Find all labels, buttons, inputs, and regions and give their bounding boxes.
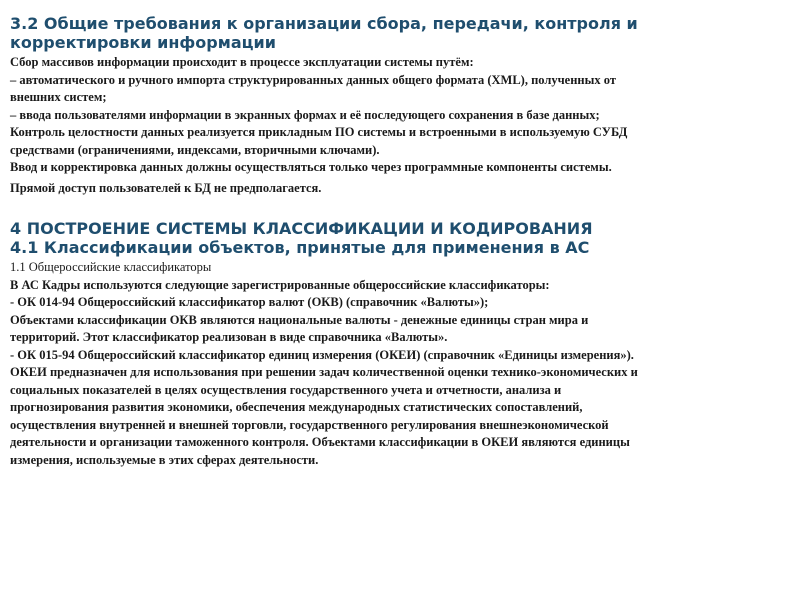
- section-3-2: [10, 14, 792, 197]
- text-line: Сбор массивов информации происходит в процессе эксплуатации системы путём:: [10, 55, 474, 69]
- subsection-label: 1.1 Общероссийские классификаторы: [10, 260, 212, 274]
- section-3-2-title-line1: 3.2 Общие требования к организации сбора, передачи, контроля и: [10, 14, 638, 33]
- text-line: Объектами классификации ОКВ являются национальные валюты - денежные единицы стран мира и: [10, 312, 589, 327]
- text-line: деятельности и организации таможенного контроля. Объектами классификации в ОКЕИ являются единицы: [10, 435, 630, 449]
- text-line: внешних систем;: [10, 90, 107, 104]
- text-line: измерения, используемые в этих сферах деятельности.: [10, 452, 319, 467]
- text-line: осуществления внутренней и внешней торговли, государственного регулирования внешнеэкономической: [10, 417, 609, 432]
- text-line: средствами (ограничениями, индексами, вторичными ключами).: [10, 142, 380, 157]
- section-4-1-subtitle: 4.1 Классификации объектов, принятые для применения в АС: [10, 238, 590, 257]
- section-4-title: 4 ПОСТРОЕНИЕ СИСТЕМЫ КЛАССИФИКАЦИИ И КОДИРОВАНИЯ: [10, 219, 593, 238]
- text-line: – ввода пользователями информации в экранных формах и её последующего сохранения в базе данных;: [10, 107, 600, 122]
- text-line: Контроль целостности данных реализуется прикладным ПО системы и встроенными в используемую СУБД: [10, 125, 628, 139]
- text-line: Ввод и корректировка данных должны осуществляться только через программные компоненты системы.: [10, 160, 612, 174]
- section-4: [10, 219, 792, 469]
- text-line: ОКЕИ предназначен для использования при решении задач количественной оценки технико-экономических и: [10, 365, 638, 379]
- section-3-2-title-line2: корректировки информации: [10, 33, 276, 52]
- text-line: прогнозирования развития экономики, обеспечения международных статистических сопоставлений,: [10, 400, 583, 414]
- text-line: Прямой доступ пользователей к БД не предполагается.: [10, 180, 322, 195]
- text-line: В АС Кадры используются следующие зарегистрированные общероссийские классификаторы:: [10, 277, 550, 292]
- document-page: [10, 14, 792, 469]
- text-line: территорий. Этот классификатор реализован в виде справочника «Валюты».: [10, 330, 448, 344]
- text-line: социальных показателей в целях осуществления государственного учета и отчетности, анализа и: [10, 382, 562, 397]
- text-line: – автоматического и ручного импорта структурированных данных общего формата (XML), полученных от: [10, 72, 616, 87]
- text-line: - ОК 014-94 Общероссийский классификатор валют (ОКВ) (справочник «Валюты»);: [10, 295, 489, 309]
- text-line: - ОК 015-94 Общероссийский классификатор единиц измерения (ОКЕИ) (справочник «Единицы измерения»).: [10, 347, 634, 362]
